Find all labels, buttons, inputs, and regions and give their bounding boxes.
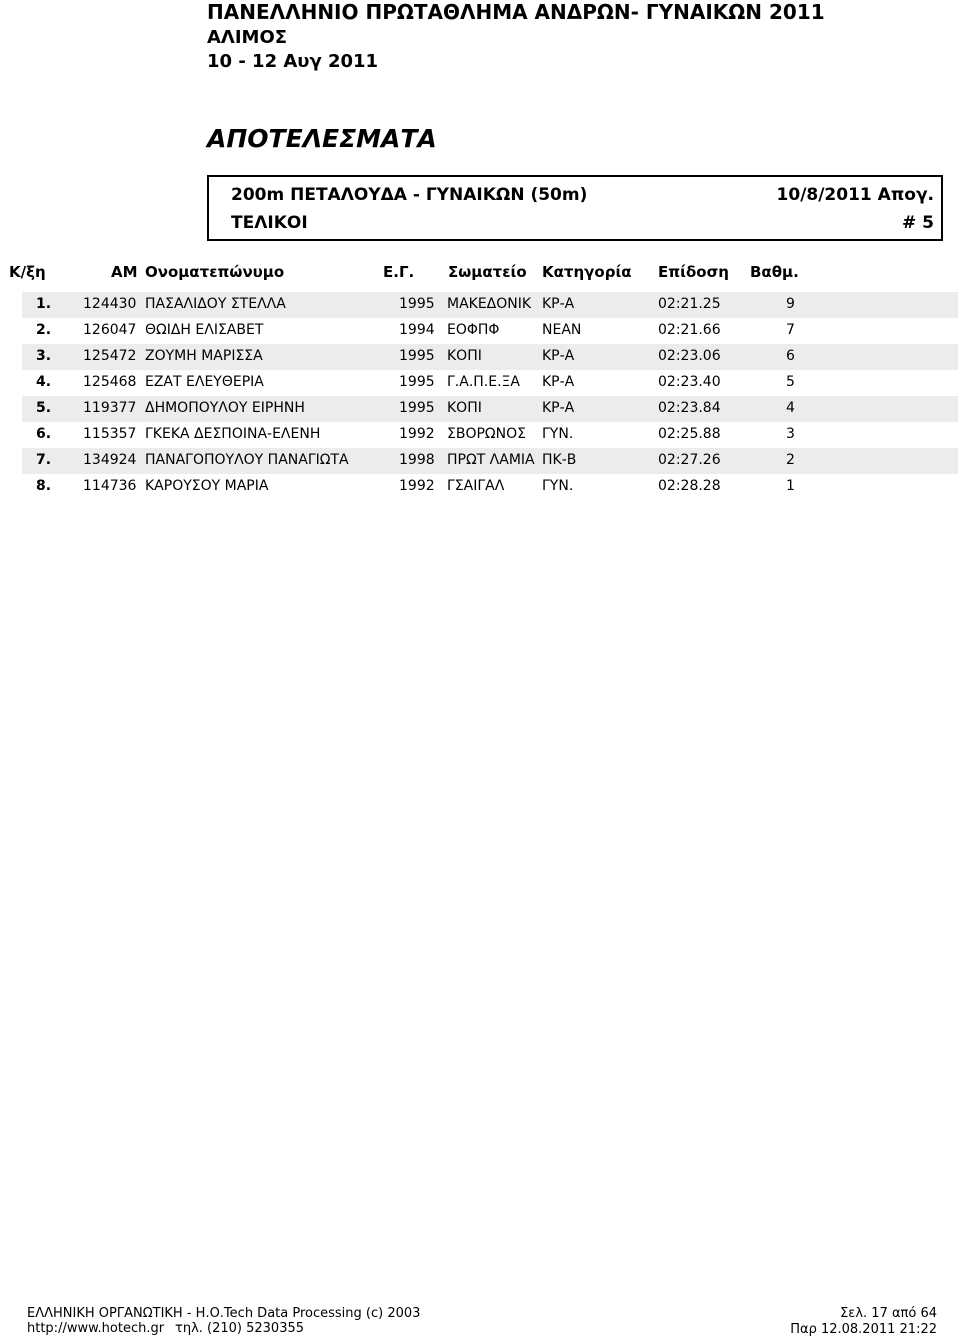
club: ΚΟΠΙ — [447, 400, 482, 416]
table-row — [0, 370, 960, 396]
club: ΜΑΚΕΔΟΝΙΚ — [447, 296, 532, 312]
athlete-id: 114736 — [83, 478, 137, 494]
club: ΠΡΩΤ ΛΑΜΙΑ — [447, 452, 535, 468]
birth-year: 1995 — [399, 348, 435, 364]
time: 02:21.66 — [658, 322, 721, 338]
time: 02:23.84 — [658, 400, 721, 416]
time: 02:23.06 — [658, 348, 721, 364]
athlete-name: ΕΖΑΤ ΕΛΕΥΘΕΡΙΑ — [145, 374, 264, 390]
points: 9 — [786, 296, 795, 312]
club: ΕΟΦΠΦ — [447, 322, 500, 338]
points: 3 — [786, 426, 795, 442]
club: ΓΣΑΙΓΑΛ — [447, 478, 505, 494]
time: 02:23.40 — [658, 374, 721, 390]
club: ΣΒΟΡΩΝΟΣ — [447, 426, 526, 442]
athlete-name: ΚΑΡΟΥΣΟΥ ΜΑΡΙΑ — [145, 478, 269, 494]
athlete-name: ΠΑΝΑΓΟΠΟΥΛΟΥ ΠΑΝΑΓΙΩΤΑ — [145, 452, 349, 468]
athlete-id: 115357 — [83, 426, 137, 442]
championship-title: ΠΑΝΕΛΛΗΝΙΟ ΠΡΩΤΑΘΛΗΜΑ ΑΝΔΡΩΝ- ΓΥΝΑΙΚΩΝ 2011 — [207, 0, 825, 24]
time: 02:28.28 — [658, 478, 721, 494]
club: Γ.Α.Π.Ε.ΞΑ — [447, 374, 520, 390]
birth-year: 1995 — [399, 296, 435, 312]
table-row — [0, 474, 960, 500]
results-table — [0, 292, 960, 500]
athlete-name: ΠΑΣΑΛΙΔΟΥ ΣΤΕΛΛΑ — [145, 296, 286, 312]
category: ΓΥΝ. — [542, 478, 574, 494]
category: ΚΡ-Α — [542, 348, 575, 364]
points: 2 — [786, 452, 795, 468]
athlete-id: 134924 — [83, 452, 137, 468]
event-round: ΤΕΛΙΚΟΙ — [231, 213, 308, 233]
points: 4 — [786, 400, 795, 416]
rank: 2. — [36, 322, 52, 338]
club: ΚΟΠΙ — [447, 348, 482, 364]
time: 02:25.88 — [658, 426, 721, 442]
table-row — [0, 344, 960, 370]
birth-year: 1994 — [399, 322, 435, 338]
athlete-id: 126047 — [83, 322, 137, 338]
event-heat: # 5 — [902, 213, 934, 233]
rank: 7. — [36, 452, 52, 468]
points: 7 — [786, 322, 795, 338]
athlete-name: ΓΚΕΚΑ ΔΕΣΠΟΙΝΑ-ΕΛΕΝΗ — [145, 426, 321, 442]
athlete-id: 119377 — [83, 400, 137, 416]
category: ΚΡ-Α — [542, 400, 575, 416]
time: 02:27.26 — [658, 452, 721, 468]
birth-year: 1992 — [399, 426, 435, 442]
event-box — [207, 175, 943, 241]
category: ΓΥΝ. — [542, 426, 574, 442]
col-points-header: Βαθμ. — [750, 263, 799, 281]
footer-url: http://www.hotech.gr — [27, 1321, 165, 1336]
rank: 1. — [36, 296, 52, 312]
event-dates: 10 - 12 Αυγ 2011 — [207, 51, 379, 72]
athlete-name: ΘΩΙΔΗ ΕΛΙΣΑΒΕΤ — [145, 322, 264, 338]
points: 1 — [786, 478, 795, 494]
birth-year: 1995 — [399, 374, 435, 390]
col-club-header: Σωματείο — [448, 263, 527, 281]
col-am-header: ΑΜ — [111, 263, 138, 281]
athlete-id: 124430 — [83, 296, 137, 312]
footer-phone: τηλ. (210) 5230355 — [175, 1321, 305, 1336]
table-row — [0, 422, 960, 448]
rank: 4. — [36, 374, 52, 390]
points: 6 — [786, 348, 795, 364]
birth-year: 1992 — [399, 478, 435, 494]
footer-company: ΕΛΛΗΝΙΚΗ ΟΡΓΑΝΩΤΙΚΗ - Η.Ο.Tech Data Processing (c) 2003 — [27, 1306, 421, 1321]
rank: 5. — [36, 400, 52, 416]
birth-year: 1995 — [399, 400, 435, 416]
category: ΝΕΑΝ — [542, 322, 582, 338]
athlete-name: ΔΗΜΟΠΟΥΛΟΥ ΕΙΡΗΝΗ — [145, 400, 305, 416]
athlete-id: 125472 — [83, 348, 137, 364]
rank: 8. — [36, 478, 52, 494]
category: ΚΡ-Α — [542, 296, 575, 312]
table-row — [0, 318, 960, 344]
table-row — [0, 292, 960, 318]
event-name: 200m ΠΕΤΑΛΟΥΔΑ - ΓΥΝΑΙΚΩΝ (50m) — [231, 185, 588, 205]
points: 5 — [786, 374, 795, 390]
birth-year: 1998 — [399, 452, 435, 468]
footer-page-number: Σελ. 17 από 64 — [840, 1306, 937, 1321]
venue: ΑΛΙΜΟΣ — [207, 27, 288, 48]
col-year-header: Ε.Γ. — [383, 263, 415, 281]
col-rank-header: Κ/ξη — [9, 263, 46, 281]
athlete-id: 125468 — [83, 374, 137, 390]
col-name-header: Ονοματεπώνυμο — [145, 263, 285, 281]
category: ΠΚ-Β — [542, 452, 577, 468]
results-heading: ΑΠΟΤΕΛΕΣΜΑΤΑ — [207, 124, 437, 153]
rank: 3. — [36, 348, 52, 364]
category: ΚΡ-Α — [542, 374, 575, 390]
athlete-name: ΖΟΥΜΗ ΜΑΡΙΣΣΑ — [145, 348, 263, 364]
table-row — [0, 396, 960, 422]
footer-print-date: Παρ 12.08.2011 21:22 — [790, 1322, 937, 1337]
col-category-header: Κατηγορία — [542, 263, 632, 281]
col-time-header: Επίδοση — [658, 263, 729, 281]
time: 02:21.25 — [658, 296, 721, 312]
table-row — [0, 448, 960, 474]
event-date: 10/8/2011 Απογ. — [776, 185, 934, 205]
rank: 6. — [36, 426, 52, 442]
